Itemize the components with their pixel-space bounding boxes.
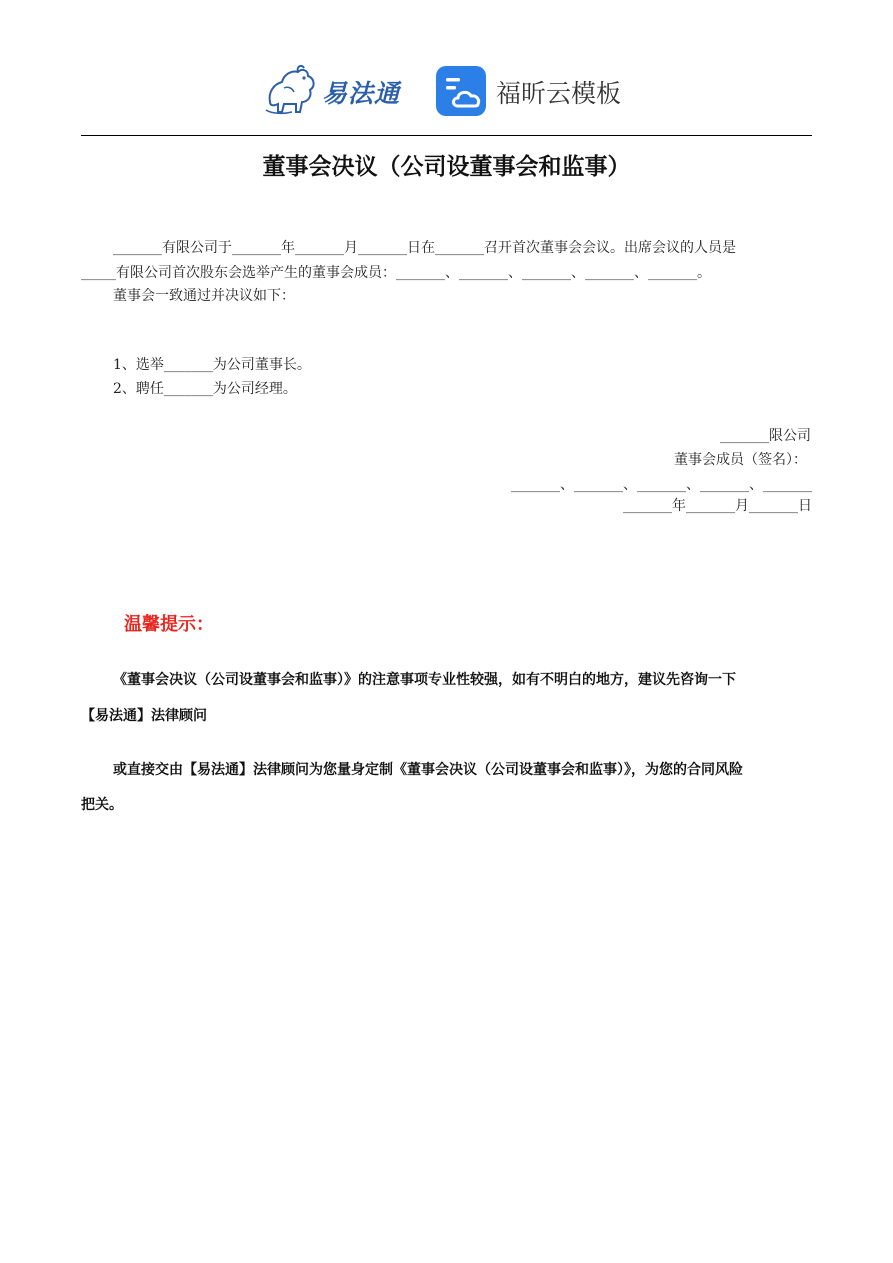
- tips-paragraph-line: 把关。: [81, 797, 123, 813]
- qilin-mascot-icon: [262, 62, 320, 118]
- tips-heading: 温馨提示：: [124, 614, 214, 635]
- cloud-document-icon: [436, 66, 486, 116]
- resolution-item: 1、选举_______为公司董事长。: [113, 357, 311, 373]
- signature-company: _______限公司: [720, 428, 811, 444]
- page-header: [0, 56, 893, 126]
- resolution-item: 2、聘任_______为公司经理。: [113, 381, 297, 397]
- body-paragraph-line: _______有限公司于_______年_______月_______日在_______召开首次董事会会议。出席会议的人员是: [113, 240, 736, 256]
- tips-paragraph-line: 《董事会决议（公司设董事会和监事）》的注意事项专业性较强，如有不明白的地方，建议先咨询一下: [113, 672, 736, 688]
- yifatong-logo: [262, 62, 412, 118]
- signature-members-line: _______、_______、_______、_______、_______: [511, 477, 812, 493]
- fuxin-logo-text: 福昕云模板: [496, 79, 622, 108]
- body-paragraph-line: _____有限公司首次股东会选举产生的董事会成员：_______、_______、_______、_______、_______。: [81, 265, 711, 281]
- signature-members-label: 董事会成员（签名）：: [674, 452, 807, 468]
- yifatong-logo-text: 易法通: [322, 79, 401, 108]
- tips-paragraph-line: 或直接交由【易法通】法律顾问为您量身定制《董事会决议（公司设董事会和监事）》，为您的合同风险: [113, 762, 743, 778]
- tips-paragraph-line: 【易法通】法律顾问: [81, 708, 207, 724]
- fuxin-logo: [436, 66, 636, 118]
- document-title: 董事会决议（公司设董事会和监事）: [262, 154, 631, 180]
- resolution-intro: 董事会一致通过并决议如下：: [113, 288, 295, 304]
- signature-date: _______年_______月_______日: [623, 498, 812, 514]
- header-divider: [81, 135, 812, 136]
